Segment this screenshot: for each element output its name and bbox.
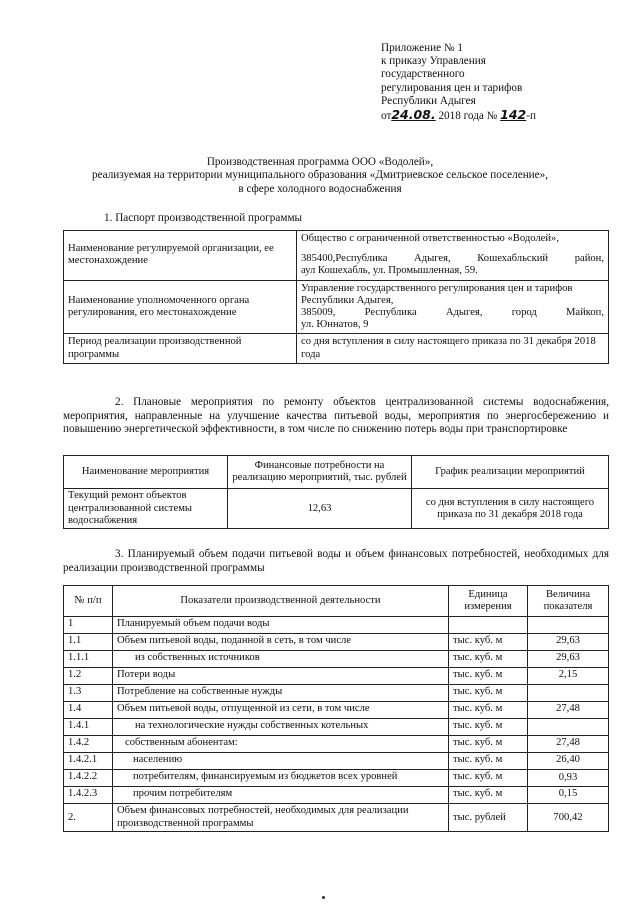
column-header: Показатели производственной деятельности <box>113 586 449 617</box>
annex-line: регулирования цен и тарифов <box>381 81 523 94</box>
row-value: 0,93 <box>528 770 609 787</box>
row-value: 2,15 <box>528 668 609 685</box>
row-value: 700,42 <box>528 804 609 831</box>
row-number: 1.4.2.2 <box>64 770 113 787</box>
table-row <box>64 280 609 334</box>
row-value: 0,15 <box>528 787 609 804</box>
section3-paragraph: 3. Планируемый объем подачи питьевой воды и объем финансовых потребностей, необходимых для реализации производственной программы <box>63 548 609 574</box>
handwritten-number: 142 <box>500 107 527 123</box>
passport-label: Период реализации производственной программы <box>64 334 297 363</box>
annex-from: от <box>381 110 392 123</box>
measure-name: Текущий ремонт объектов централизованной системы водоснабжения <box>64 489 228 529</box>
row-number: 1 <box>64 617 113 634</box>
column-header: Величина показателя <box>528 586 609 617</box>
table-row <box>64 651 609 668</box>
section1-heading: 1. Паспорт производственной программы <box>104 212 303 224</box>
row-value: 27,48 <box>528 702 609 719</box>
row-value: 29,63 <box>528 651 609 668</box>
row-unit: тыс. рублей <box>449 804 528 831</box>
row-unit: тыс. куб. м <box>449 736 528 753</box>
row-indicator: населению <box>113 753 449 770</box>
table-row <box>64 231 609 281</box>
row-unit: тыс. куб. м <box>449 753 528 770</box>
passport-value-line: аул Кошехабль, ул. Промышленная, 59. <box>301 265 478 277</box>
column-header: Единица измерения <box>449 586 528 617</box>
indicators-table <box>63 585 609 832</box>
row-indicator: Планируемый объем подачи воды <box>113 617 449 634</box>
row-number: 1.2 <box>64 668 113 685</box>
row-value: 27,48 <box>528 736 609 753</box>
row-number: 1.1.1 <box>64 651 113 668</box>
row-value: 26,40 <box>528 753 609 770</box>
row-value <box>528 617 609 634</box>
row-indicator: Объем питьевой воды, поданной в сеть, в том числе <box>113 634 449 651</box>
passport-value <box>297 280 609 334</box>
measure-amount: 12,63 <box>228 489 412 529</box>
row-number: 1.4.2.3 <box>64 787 113 804</box>
row-unit: тыс. куб. м <box>449 787 528 804</box>
row-value <box>528 685 609 702</box>
table-header-row <box>64 456 609 489</box>
annex-suffix: -п <box>526 110 536 123</box>
row-unit: тыс. куб. м <box>449 719 528 736</box>
annex-line: Приложение № 1 <box>381 42 463 54</box>
table-row <box>64 489 609 529</box>
title-line: реализуемая на территории муниципального образования «Дмитриевское сельское поселение», <box>91 169 549 182</box>
column-header: № п/п <box>64 586 113 617</box>
title-line: Производственная программа ООО «Водолей», <box>206 156 434 168</box>
passport-value-line: 385400,Республика Адыгея, Кошехабльский район, <box>301 253 604 265</box>
table-row <box>64 719 609 736</box>
section2-paragraph: 2. Плановые мероприятия по ремонту объектов централизованной системы водоснабжения, мероприятия, направленные на улучшение качества питьевой воды, мероприятия по энергосбережению и повышению энергетической эффективности, в том числе по снижению потерь воды при транспортировке <box>63 396 609 436</box>
annex-line: к приказу Управления <box>381 55 486 68</box>
row-unit: тыс. куб. м <box>449 685 528 702</box>
passport-value-line: 385009, Республика Адыгея, город Майкоп, <box>301 307 604 319</box>
document-title <box>20 156 620 196</box>
row-indicator: Потери воды <box>113 668 449 685</box>
measures-table <box>63 455 609 529</box>
table-row <box>64 685 609 702</box>
row-indicator: на технологические нужды собственных котельных <box>113 719 449 736</box>
row-indicator: Потребление на собственные нужды <box>113 685 449 702</box>
row-number: 1.4 <box>64 702 113 719</box>
column-header: График реализации мероприятий <box>412 456 609 489</box>
row-unit: тыс. куб. м <box>449 651 528 668</box>
column-header: Финансовые потребности на реализацию мероприятий, тыс. рублей <box>228 456 412 489</box>
table-row <box>64 787 609 804</box>
row-number: 1.3 <box>64 685 113 702</box>
column-header: Наименование мероприятия <box>64 456 228 489</box>
passport-label: Наименование регулируемой организации, ее местонахождение <box>64 231 297 281</box>
passport-value <box>297 231 609 281</box>
row-value: 29,63 <box>528 634 609 651</box>
row-number: 1.1 <box>64 634 113 651</box>
row-number: 2. <box>64 804 113 831</box>
page-mark <box>322 896 325 899</box>
table-row <box>64 770 609 787</box>
title-line: в сфере холодного водоснабжения <box>238 182 402 195</box>
row-unit: тыс. куб. м <box>449 770 528 787</box>
annex-line: Республики Адыгея <box>381 94 476 107</box>
table-row <box>64 702 609 719</box>
row-indicator: прочим потребителям <box>113 787 449 804</box>
passport-label: Наименование уполномоченного органа регулирования, его местонахождение <box>64 280 297 334</box>
handwritten-date: 24.08. <box>391 107 436 123</box>
row-unit <box>449 617 528 634</box>
table-header-row <box>64 586 609 617</box>
annex-line: государственного <box>381 68 465 81</box>
row-number: 1.4.2 <box>64 736 113 753</box>
table-row <box>64 617 609 634</box>
passport-value-line: ул. Юннатов, 9 <box>301 319 369 331</box>
row-indicator: Объем питьевой воды, отпущенной из сети, в том числе <box>113 702 449 719</box>
row-number: 1.4.1 <box>64 719 113 736</box>
table-row <box>64 804 609 831</box>
passport-value-line: Управление государственного регулирования цен и тарифов Республики Адыгея, <box>301 282 573 306</box>
row-unit: тыс. куб. м <box>449 668 528 685</box>
row-number: 1.4.2.1 <box>64 753 113 770</box>
table-row <box>64 736 609 753</box>
annex-header <box>381 42 621 123</box>
table-row <box>64 753 609 770</box>
row-indicator: собственным абонентам: <box>113 736 449 753</box>
annex-order-line <box>381 108 621 123</box>
passport-value-line: Общество с ограниченной ответственностью «Водолей», <box>301 233 559 244</box>
passport-value: со дня вступления в силу настоящего приказа по 31 декабря 2018 года <box>297 334 609 363</box>
row-unit: тыс. куб. м <box>449 702 528 719</box>
passport-table <box>63 230 609 364</box>
table-row <box>64 334 609 363</box>
row-indicator: из собственных источников <box>113 651 449 668</box>
annex-year: 2018 года № <box>438 110 498 123</box>
measure-schedule: со дня вступления в силу настоящего приказа по 31 декабря 2018 года <box>412 489 609 529</box>
row-indicator: потребителям, финансируемым из бюджетов всех уровней <box>113 770 449 787</box>
table-row <box>64 634 609 651</box>
row-value <box>528 719 609 736</box>
row-indicator: Объем финансовых потребностей, необходимых для реализации производственной программы <box>113 804 449 831</box>
row-unit: тыс. куб. м <box>449 634 528 651</box>
table-row <box>64 668 609 685</box>
